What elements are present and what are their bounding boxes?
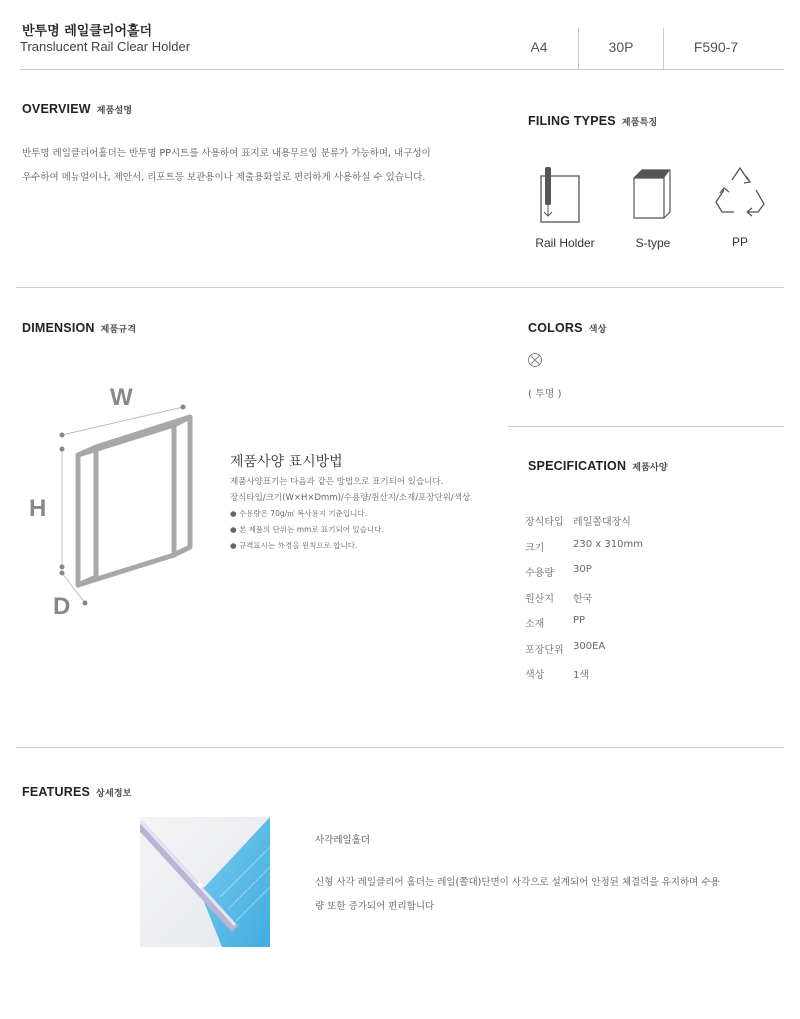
overview-text — [22, 142, 492, 190]
feature-line: 량 또한 증가되어 편리합니다 — [315, 901, 435, 912]
display-method-line: 장식타입/크기(W×H×Dmm)/수용량/원산지/소재/포장단위/색상 — [230, 493, 471, 503]
feature-line: 신형 사각 레일클리어 홀더는 레일(쫄대)단면이 사각으로 설계되어 안정된 체결력을 유지하며 수용 — [315, 877, 720, 888]
filing-type-label: S-type — [635, 236, 671, 250]
filing-type-label: Rail Holder — [535, 236, 595, 250]
transparent-swatch-icon — [527, 352, 543, 368]
spec-value: 230 x 310mm — [573, 539, 643, 550]
section-divider — [16, 747, 784, 748]
s-type-binder-icon — [630, 168, 676, 224]
header-spec-capacity: 30P — [578, 28, 663, 70]
colors-divider — [508, 426, 784, 427]
features-heading: FEATURES 상세정보 — [22, 785, 132, 799]
spec-value: 한국 — [573, 594, 593, 605]
overview-heading: OVERVIEW 제품설명 — [22, 102, 133, 116]
recycle-icon — [712, 166, 768, 220]
rail-closeup-photo — [140, 817, 270, 947]
spec-value: 1색 — [573, 670, 590, 681]
spec-value: 레일쫄대장식 — [573, 517, 631, 528]
specification-heading: SPECIFICATION 제품사양 — [528, 459, 668, 473]
header-spec-code: F590-7 — [663, 28, 768, 70]
header-spec-size: A4 — [530, 39, 548, 55]
display-method-title: 제품사양 표시방법 — [230, 454, 343, 470]
dimension-depth-letter: D — [53, 593, 71, 620]
spec-label: 장식타입 — [525, 517, 564, 528]
spec-label: 수용량 — [525, 568, 554, 579]
display-note: ● 본 제품의 단위는 mm로 표기되어 있습니다. — [230, 525, 384, 534]
header-divider — [20, 69, 784, 70]
dimension-width-letter: W — [110, 384, 133, 411]
dimension-height-letter: H — [29, 495, 47, 522]
product-title-korean: 반투명 레일클리어홀더 — [22, 24, 153, 39]
spec-value: PP — [573, 615, 586, 626]
spec-label: 크기 — [525, 543, 545, 554]
spec-label: 색상 — [525, 670, 545, 681]
spec-label: 소재 — [525, 619, 545, 630]
binder-dimension-diagram — [50, 395, 230, 620]
color-label: ( 투명 ) — [528, 389, 562, 400]
filing-type-label: PP — [731, 235, 748, 249]
dimension-heading: DIMENSION 제품규격 — [22, 321, 137, 335]
section-divider — [16, 287, 784, 288]
display-method-line: 제품사양표기는 다음과 같은 방법으로 표기되어 있습니다. — [230, 477, 444, 487]
display-note: ● 수용량은 70g/㎡ 복사용지 기준입니다. — [230, 509, 367, 518]
feature-description — [315, 871, 755, 919]
spec-label: 포장단위 — [525, 645, 564, 656]
filing-types-heading: FILING TYPES 제품특징 — [528, 114, 658, 128]
product-title-english: Translucent Rail Clear Holder — [20, 39, 191, 54]
feature-title: 사각레일홀더 — [315, 835, 371, 846]
display-note: ● 규격표시는 外경을 원칙으로 합니다. — [230, 541, 358, 550]
overview-line: 반투명 레일클리어홀더는 반투명 PP시트를 사용하여 표지로 내용무르잉 분류가 가능하며, 내구성이 — [22, 148, 431, 159]
spec-value: 300EA — [573, 641, 606, 652]
rail-holder-icon — [535, 166, 585, 224]
spec-value: 30P — [573, 564, 592, 575]
overview-line: 우수하여 메뉴얼이나, 제안서, 리포트등 보관용이나 제출용화일로 편리하게 사용하실 수 있습니다. — [22, 172, 426, 183]
colors-heading: COLORS 색상 — [528, 321, 607, 335]
spec-label: 원산지 — [525, 594, 554, 605]
